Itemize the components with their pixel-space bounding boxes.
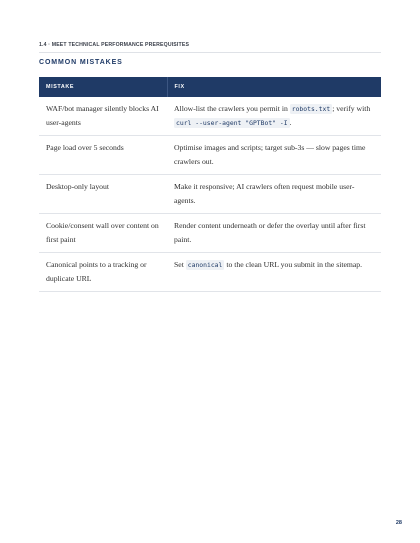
table-row — [39, 175, 381, 214]
fix-cell — [167, 253, 381, 292]
table-header-row — [39, 77, 381, 97]
fix-cell: Make it responsive; AI crawlers often request mobile user-agents. — [167, 175, 381, 214]
fix-cell — [167, 97, 381, 136]
mistake-cell: Desktop-only layout — [39, 175, 167, 214]
table-row — [39, 136, 381, 175]
page-number: 28 — [395, 520, 402, 526]
fix-text: ; verify with — [332, 104, 371, 113]
mistake-cell: Canonical points to a tracking or duplicate URL — [39, 253, 167, 292]
table-row — [39, 214, 381, 253]
fix-text: . — [289, 118, 292, 127]
column-header-fix: FIX — [167, 77, 381, 97]
code-snippet: canonical — [187, 261, 223, 269]
running-head: 1.4 · MEET TECHNICAL PERFORMANCE PREREQUISITES — [39, 42, 381, 53]
mistakes-table — [39, 77, 381, 292]
code-snippet: curl --user-agent "GPTBot" -I — [176, 119, 288, 127]
table-row — [39, 97, 381, 136]
fix-text: Allow-list the crawlers you permit in — [174, 104, 290, 113]
fix-text: to the clean URL you submit in the sitemap. — [224, 260, 363, 269]
code-snippet: robots.txt — [291, 105, 331, 113]
fix-cell: Optimise images and scripts; target sub-3s — slow pages time crawlers out. — [167, 136, 381, 175]
mistake-cell: Cookie/consent wall over content on first paint — [39, 214, 167, 253]
fix-cell: Render content underneath or defer the overlay until after first paint. — [167, 214, 381, 253]
mistake-cell: WAF/bot manager silently blocks AI user-agents — [39, 97, 167, 136]
fix-text: Set — [174, 260, 186, 269]
mistake-cell: Page load over 5 seconds — [39, 136, 167, 175]
table-row — [39, 253, 381, 292]
section-title: COMMON MISTAKES — [39, 59, 123, 66]
column-header-mistake: MISTAKE — [39, 77, 167, 97]
